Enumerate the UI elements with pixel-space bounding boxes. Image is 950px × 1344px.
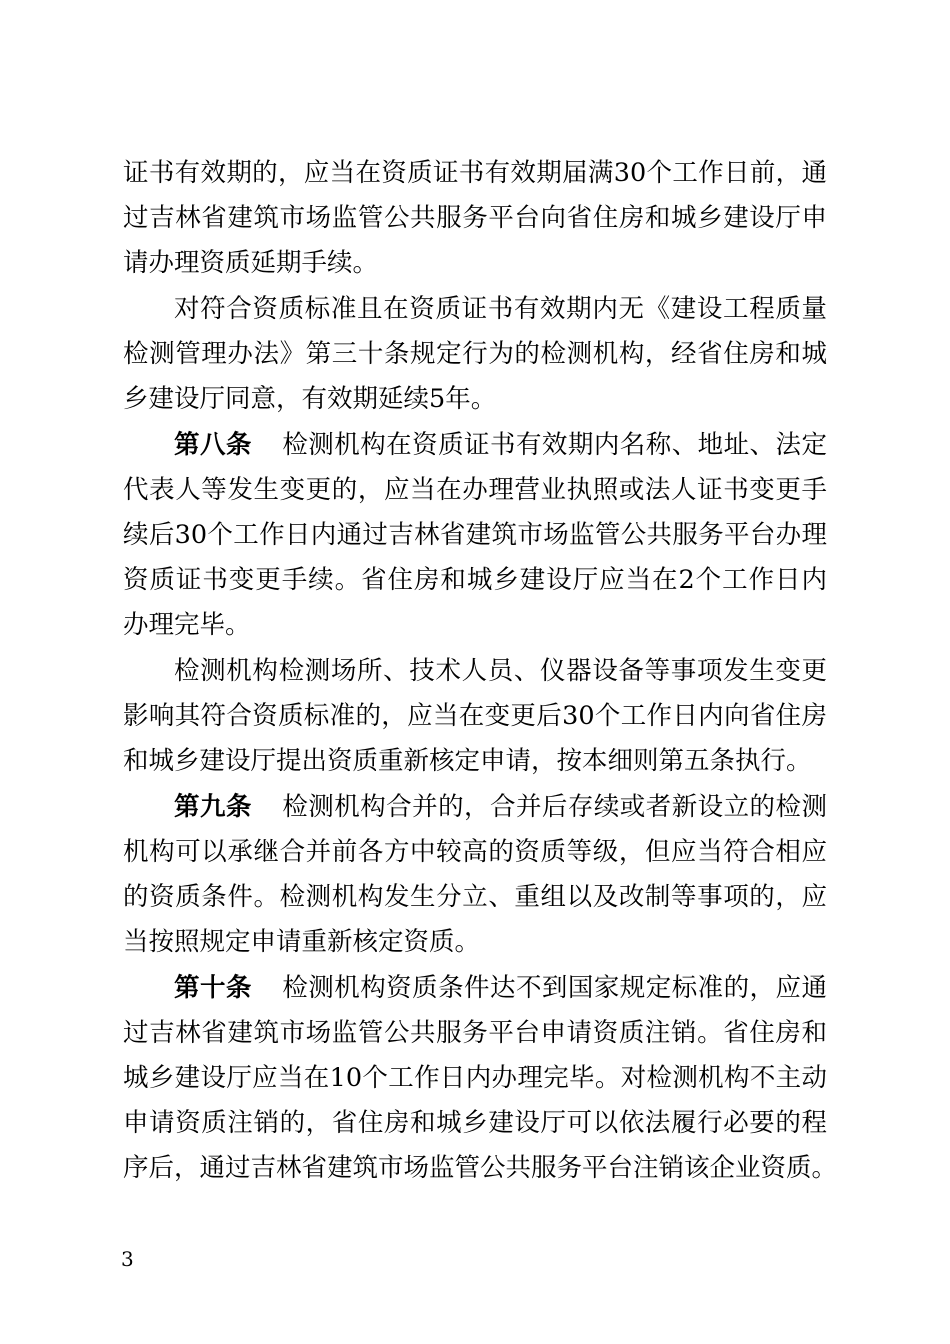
article-tenth-line [174, 970, 827, 1006]
text-line-7: 检测机构在资质证书有效期内名称、地址、法定 [281, 430, 827, 460]
article-ninth-line [174, 789, 827, 825]
text-line-23: 序后，通过吉林省建筑市场监管公共服务平台注销该企业资质。 [123, 1153, 838, 1183]
text-line-3: 请办理资质延期手续。 [123, 248, 379, 278]
text-line-22: 申请资质注销的，省住房和城乡建设厅可以依法履行必要的程 [123, 1108, 827, 1138]
text-line-19: 检测机构资质条件达不到国家规定标准的，应通 [281, 973, 827, 1003]
page-number: 3 [121, 1247, 134, 1271]
text-line-13: 影响其符合资质标准的，应当在变更后30个工作日内向省住房 [123, 701, 827, 731]
text-line-17: 的资质条件。检测机构发生分立、重组以及改制等事项的，应 [123, 882, 827, 912]
text-line-8: 代表人等发生变更的，应当在办理营业执照或法人证书变更手 [123, 475, 827, 505]
article-eighth-label: 第八条 [174, 430, 252, 460]
text-line-18: 当按照规定申请重新核定资质。 [123, 927, 481, 957]
text-line-20: 过吉林省建筑市场监管公共服务平台申请资质注销。省住房和 [123, 1018, 827, 1048]
text-line-21: 城乡建设厅应当在10个工作日内办理完毕。对检测机构不主动 [123, 1063, 827, 1093]
text-line-12: 检测机构检测场所、技术人员、仪器设备等事项发生变更 [174, 656, 827, 686]
article-ninth-label: 第九条 [174, 792, 252, 822]
text-line-10: 资质证书变更手续。省住房和城乡建设厅应当在2个工作日内 [123, 565, 827, 595]
article-eighth-line [174, 427, 827, 463]
text-line-9: 续后30个工作日内通过吉林省建筑市场监管公共服务平台办理 [123, 520, 827, 550]
text-line-15: 检测机构合并的，合并后存续或者新设立的检测 [281, 792, 827, 822]
text-line-6: 乡建设厅同意，有效期延续5年。 [123, 384, 497, 414]
text-line-16: 机构可以承继合并前各方中较高的资质等级，但应当符合相应 [123, 837, 827, 867]
text-line-5: 检测管理办法》第三十条规定行为的检测机构，经省住房和城 [123, 339, 827, 369]
text-line-2: 过吉林省建筑市场监管公共服务平台向省住房和城乡建设厅申 [123, 203, 827, 233]
text-line-14: 和城乡建设厅提出资质重新核定申请，按本细则第五条执行。 [123, 746, 812, 776]
text-line-11: 办理完毕。 [123, 610, 251, 640]
article-tenth-label: 第十条 [174, 973, 252, 1003]
text-line-1: 证书有效期的，应当在资质证书有效期届满30个工作日前，通 [123, 158, 827, 188]
text-line-4: 对符合资质标准且在资质证书有效期内无《建设工程质量 [174, 294, 827, 324]
